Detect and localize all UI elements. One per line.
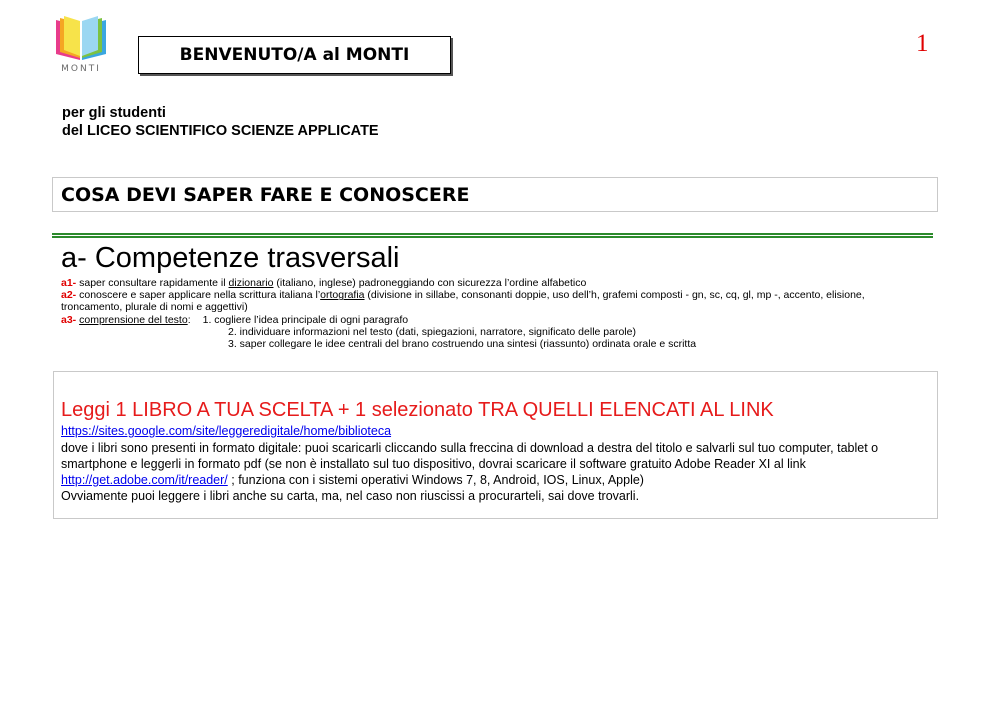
a3-colon: :	[187, 313, 191, 326]
section-title: a- Competenze trasversali	[61, 242, 400, 274]
monti-logo	[52, 14, 110, 76]
section-divider	[52, 233, 933, 238]
reading-closing: Ovviamente puoi leggere i libri anche su carta, ma, nel caso non riuscissi a procurarteli, sai dove trovarli.	[61, 489, 640, 503]
comprensione-link[interactable]: comprensione del testo	[79, 313, 188, 326]
a2-text-pre: conoscere e saper applicare nella scrittura italiana l’	[76, 289, 321, 302]
competenza-a3	[61, 314, 921, 351]
a1-tag: a1-	[61, 277, 77, 289]
biblioteca-link[interactable]: https://sites.google.com/site/leggeredigitale/home/biblioteca	[61, 424, 392, 438]
a3-item-1: 1. cogliere l’idea principale di ogni paragrafo	[202, 313, 409, 326]
dizionario-link[interactable]: dizionario	[228, 277, 274, 289]
adobe-reader-link[interactable]: http://get.adobe.com/it/reader/	[61, 473, 228, 487]
a2-text-post: (divisione in sillabe, consonanti doppie, uso dell’h, grafemi composti - gn, sc, cq, gl, mp -, accento, elisione, troncamento, plurale di nomi e aggettivi)	[61, 289, 865, 314]
a1-text-post: (italiano, inglese) padroneggiando con sicurezza l’ordine alfabetico	[273, 277, 587, 289]
page-number: 1	[916, 30, 929, 57]
a3-tag: a3-	[61, 313, 77, 326]
welcome-box: BENVENUTO/A al MONTI	[138, 36, 451, 74]
cosa-devi-heading: COSA DEVI SAPER FARE E CONOSCERE	[52, 177, 938, 212]
intro-text	[62, 104, 379, 140]
reading-box	[53, 371, 938, 519]
a3-item-2: 2. individuare informazioni nel testo (dati, spiegazioni, narratore, significato delle parole)	[228, 325, 636, 338]
reading-body	[61, 440, 929, 504]
ortografia-link[interactable]: ortografia	[320, 289, 365, 302]
a2-tag: a2-	[61, 289, 77, 302]
reading-title: Leggi 1 LIBRO A TUA SCELTA + 1 selezionato TRA QUELLI ELENCATI AL LINK	[61, 399, 774, 421]
competenza-a1	[61, 277, 921, 289]
logo-text: MONTI	[61, 64, 101, 74]
a1-text-pre: saper consultare rapidamente il	[76, 277, 229, 289]
intro-line-1: per gli studenti	[62, 105, 166, 121]
book-logo-icon	[52, 14, 110, 64]
competenze-list	[61, 277, 921, 350]
competenza-a2	[61, 289, 921, 313]
a3-item-3: 3. saper collegare le idee centrali del brano costruendo una sintesi (riassunto) ordinata orale e scritta	[228, 338, 697, 351]
reading-body-pre: dove i libri sono presenti in formato digitale: puoi scaricarli cliccando sulla freccina di download a destra del titolo e salvarli sul tuo computer, tablet o smartphone e leggerli in formato pdf (se non è installato sul tuo dispositivo, dovrai scaricare il software gratuito Adobe Reader XI al link	[61, 441, 879, 471]
intro-line-2: del LICEO SCIENTIFICO SCIENZE APPLICATE	[62, 123, 379, 139]
reading-body-post: ; funziona con i sistemi operativi Windows 7, 8, Android, IOS, Linux, Apple)	[227, 473, 644, 487]
